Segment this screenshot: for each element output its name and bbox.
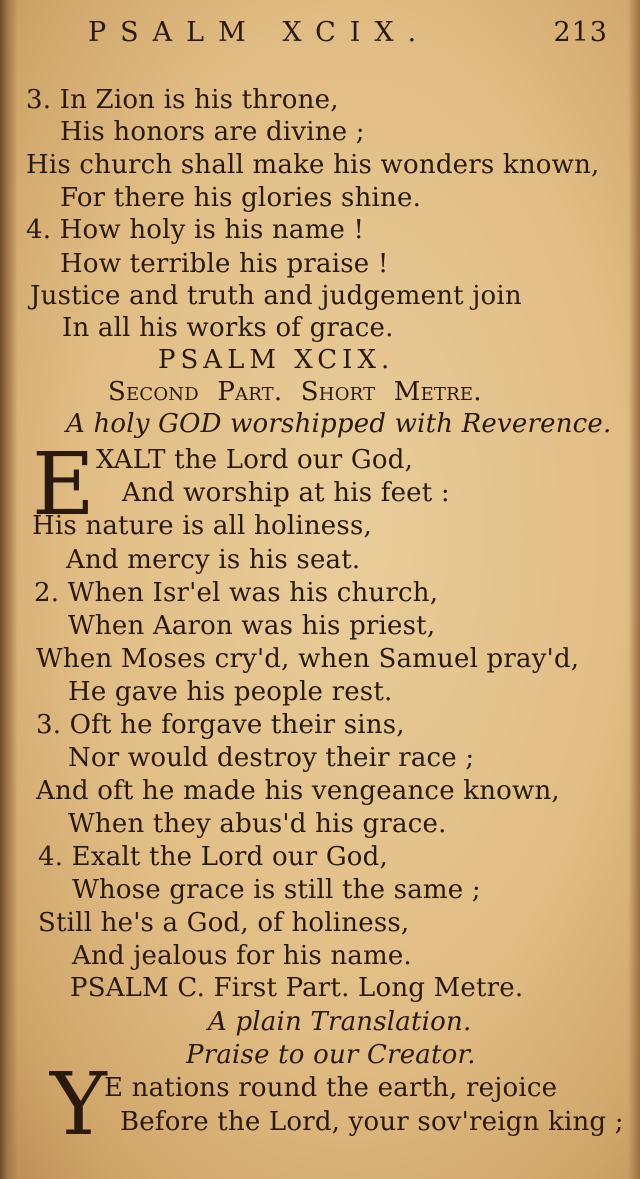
verse-line: When Aaron was his priest, [68,611,436,641]
verse-line: Still he's a God, of holiness, [38,908,410,938]
verse-line: 2. When Isr'el was his church, [34,578,439,608]
verse-line: His church shall make his wonders known, [26,150,600,180]
verse-line: Whose grace is still the same ; [72,875,481,905]
verse-line: His honors are divine ; [60,117,365,147]
verse-line: Nor would destroy their race ; [68,743,475,773]
verse-line: How terrible his praise ! [60,249,389,279]
drop-cap: Y [50,1055,107,1155]
verse-line: And worship at his feet : [122,478,450,508]
verse-line: For there his glories shine. [60,183,422,213]
verse-line: Before the Lord, your sov'reign king ; [120,1107,624,1137]
psalm-subtitle: A plain Translation. [208,1007,472,1037]
verse-line: And mercy is his seat. [66,545,361,575]
page-edge-shadow [628,0,640,1179]
verse-line: And oft he made his vengeance known, [36,776,560,806]
verse-line: E nations round the earth, rejoice [104,1073,558,1103]
verse-line: He gave his people rest. [68,677,393,707]
verse-line: 4. Exalt the Lord our God, [38,842,388,872]
verse-line: In all his works of grace. [62,313,394,343]
verse-line: 4. How holy is his name ! [26,215,365,245]
part-heading: Second Part. Short Metre. [108,377,482,407]
verse-line: When Moses cry'd, when Samuel pray'd, [36,644,580,674]
verse-line: And jealous for his name. [72,941,412,971]
verse-line: When they abus'd his grace. [68,809,447,839]
verse-line: XALT the Lord our God, [96,445,414,475]
page-number: 213 [553,17,608,48]
psalm-subtitle: Praise to our Creator. [186,1040,476,1070]
verse-line: 3. In Zion is his throne, [26,85,339,115]
psalm-heading: PSALM C. First Part. Long Metre. [70,973,524,1003]
verse-line: Justice and truth and judgement join [30,281,522,311]
verse-line: His nature is all holiness, [32,511,372,541]
verse-line: 3. Oft he forgave their sins, [36,710,405,740]
psalm-heading: PSALM XCIX. [158,345,395,375]
running-header [88,16,608,50]
running-title: PSALM XCIX. [88,17,431,48]
drop-cap: E [32,435,95,535]
page-gutter-shadow [0,0,18,1179]
psalm-subtitle: A holy GOD worshipped with Reverence. [66,409,612,439]
